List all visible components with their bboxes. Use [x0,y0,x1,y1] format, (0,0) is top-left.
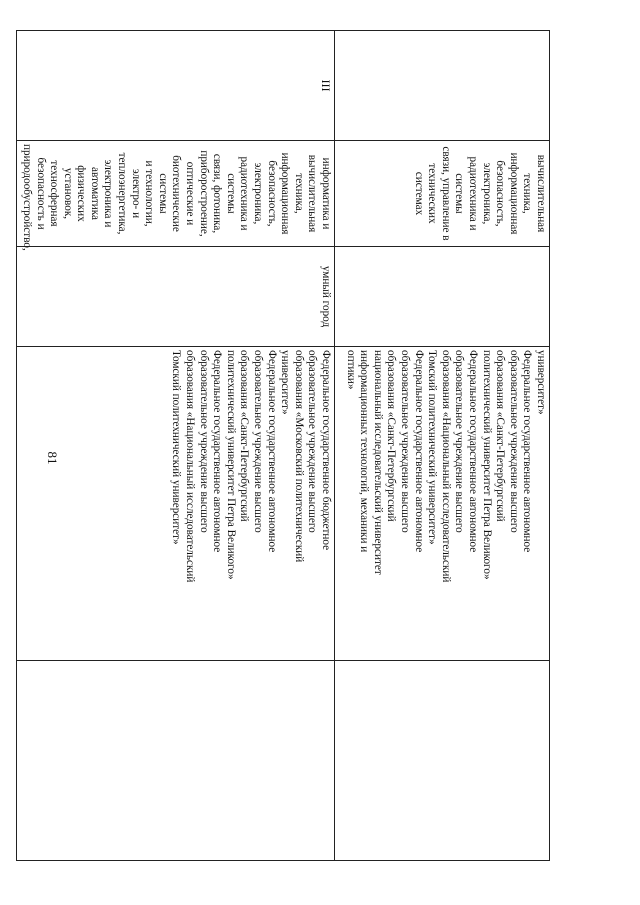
organization-line: образования «Санкт-Петербургский [494,350,507,522]
organization-line: Федеральное государственное бюджетное [320,350,332,551]
direction-line: радиотехника и системы [453,156,480,231]
direction-line: электроника и [102,159,115,228]
direction-line: оптические и [184,161,197,226]
direction-line: информационная [507,152,520,235]
table-row [17,31,335,861]
direction-line: природообустройство, [20,144,33,251]
directions-cell [17,141,335,251]
direction-line: приборостроение, [197,150,210,237]
organization-line: Томский политехнический университет» [170,350,183,545]
table-row [335,31,550,861]
organization-line: Томский политехнический университет» [426,350,439,545]
organization-line: университет» [279,350,292,415]
direction-line: электроника, [252,162,265,225]
organization-line: образовательное учреждение высшего [507,350,520,533]
page-number: 81 [45,451,60,465]
organization-line: образования «Санкт-Петербургский [385,350,398,522]
topic-cell: умный город [17,247,335,347]
topic-cell [335,247,550,347]
direction-line: теплоэнергетика, [116,152,129,235]
direction-line: автоматика физических [75,165,101,222]
organization-line: образовательное учреждение высшего [306,350,319,533]
direction-line: и технологии, электро- и [129,160,156,227]
direction-line: биотехнические системы [156,155,183,232]
direction-line: безопасность и [34,157,47,230]
organization-line: образовательное учреждение высшего [453,350,466,533]
organization-line: оптики» [344,350,357,390]
directions-cell [335,141,550,247]
organization-line: Федеральное государственное автономное [521,350,534,553]
direction-line: вычислительная техника, [521,154,547,233]
direction-line: установок, техносферная [48,160,74,227]
direction-line: информационная [279,152,292,235]
organization-line: образования «Московский политехнический [292,350,305,563]
organization-line: университет» [535,350,547,415]
organization-line: образования «Санкт-Петербургский [238,350,251,522]
direction-line: электроника, [480,162,493,225]
organization-line: политехнический университет Петра Великого» [480,350,493,580]
direction-line: технических системах [412,163,439,224]
organization-line: образования «Национальный исследовательский [439,350,452,583]
data-table [16,30,550,861]
organization-line: образования «Национальный исследовательский [184,350,197,583]
organization-line: образовательное учреждение высшего [197,350,210,533]
direction-line: радиотехника и системы [224,156,251,231]
direction-line: вычислительная техника, [292,154,319,233]
organization-line: Федеральное государственное автономное [412,350,425,553]
organizations-cell [17,347,335,661]
organization-line: политехнический университет Петра Великого» [224,350,237,580]
direction-line: безопасность, [494,160,507,227]
organization-line: Федеральное государственное автономное [467,350,480,553]
empty-cell [17,661,335,861]
organization-line: образовательное учреждение высшего [252,350,265,533]
direction-line: информатика и [320,157,332,230]
organization-line: Федеральное государственное автономное [211,350,224,553]
direction-line: связи, фотоника, [211,153,224,234]
direction-line: связи, управление в [439,146,452,241]
empty-cell [335,661,550,861]
organization-line: образовательное учреждение высшего [399,350,412,533]
organization-line: Федеральное государственное автономное [265,350,278,553]
direction-line: безопасность, [265,160,278,227]
organizations-cell [335,347,550,661]
roman-cell: III [17,31,335,141]
roman-cell [335,31,550,141]
organization-line: национальный исследовательский университет [371,350,384,575]
organization-line: информационных технологий, механики и [358,350,371,553]
